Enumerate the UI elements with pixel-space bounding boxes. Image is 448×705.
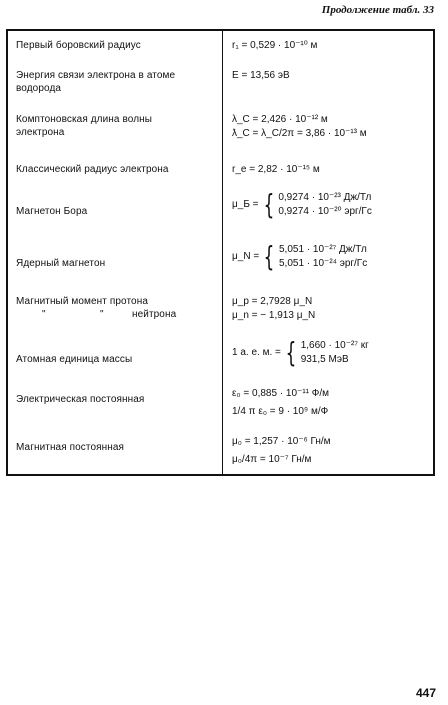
row-value: r₁ = 0,529 · 10⁻¹⁰ м <box>232 40 318 51</box>
row-value <box>232 336 432 369</box>
constants-table <box>6 29 435 476</box>
page-number: 447 <box>415 686 436 700</box>
column-divider <box>222 31 223 474</box>
value-line: μ_p = 2,7928 μ_N <box>232 296 313 307</box>
value-line: 0,9274 · 10⁻²⁰ эрг/Гс <box>278 206 372 217</box>
ditto-mark: " <box>42 309 46 320</box>
row-value <box>232 113 432 141</box>
row-value: E = 13,56 эВ <box>232 70 290 81</box>
value-prefix: μ_Б = <box>232 199 259 210</box>
table-continuation-header: Продолжение табл. 33 <box>321 4 434 16</box>
row-label: Классический радиус электрона <box>16 164 169 175</box>
row-label: Магнитная постоянная <box>16 442 125 453</box>
row-label-line: Магнитный момент протона <box>16 296 148 307</box>
value-prefix: 1 а. е. м. = <box>232 347 281 358</box>
value-line: μ_n = − 1,913 μ_N <box>232 310 316 321</box>
row-value <box>232 240 432 273</box>
row-value <box>232 188 432 221</box>
value-prefix: μ_N = <box>232 251 260 262</box>
row-label: Электрическая постоянная <box>16 394 145 405</box>
value-line: 1,660 · 10⁻²⁷ кг <box>300 340 369 351</box>
value-line: 0,9274 · 10⁻²³ Дж/Тл <box>278 192 372 203</box>
row-label: Атомная единица массы <box>16 354 133 365</box>
row-label: Комптоновская длина волны электрона <box>16 114 153 138</box>
row-label: Ядерный магнетон <box>16 258 106 269</box>
brace-icon: { <box>263 240 275 273</box>
row-label: Энергия связи электрона в атоме водорода <box>16 70 176 94</box>
row-label: Первый боровский радиус <box>16 40 141 51</box>
value-line: 1/4 π ε₀ = 9 · 10⁹ м/Ф <box>232 406 329 417</box>
value-line: ƛ_C = λ_C/2π = 3,86 · 10⁻¹³ м <box>232 128 367 139</box>
ditto-mark: " <box>100 309 104 320</box>
row-value <box>232 295 432 323</box>
row-label <box>16 295 212 320</box>
value-line: 5,051 · 10⁻²⁷ Дж/Тл <box>279 244 367 255</box>
value-line: ε₀ = 0,885 · 10⁻¹¹ Ф/м <box>232 388 330 399</box>
value-line: μ₀/4π = 10⁻⁷ Гн/м <box>232 454 312 465</box>
value-line: 5,051 · 10⁻²⁴ эрг/Гс <box>279 258 368 269</box>
row-value: r_e = 2,82 · 10⁻¹⁵ м <box>232 164 320 175</box>
row-value <box>232 387 432 419</box>
row-value <box>232 435 432 467</box>
brace-icon: { <box>263 188 274 221</box>
value-line: μ₀ = 1,257 · 10⁻⁶ Гн/м <box>232 436 331 447</box>
brace-icon: { <box>285 336 297 369</box>
row-label-suffix: нейтрона <box>132 309 177 320</box>
value-line: λ_C = 2,426 · 10⁻¹² м <box>232 114 328 125</box>
row-label: Магнетон Бора <box>16 206 88 217</box>
value-line: 931,5 МэВ <box>300 354 349 365</box>
